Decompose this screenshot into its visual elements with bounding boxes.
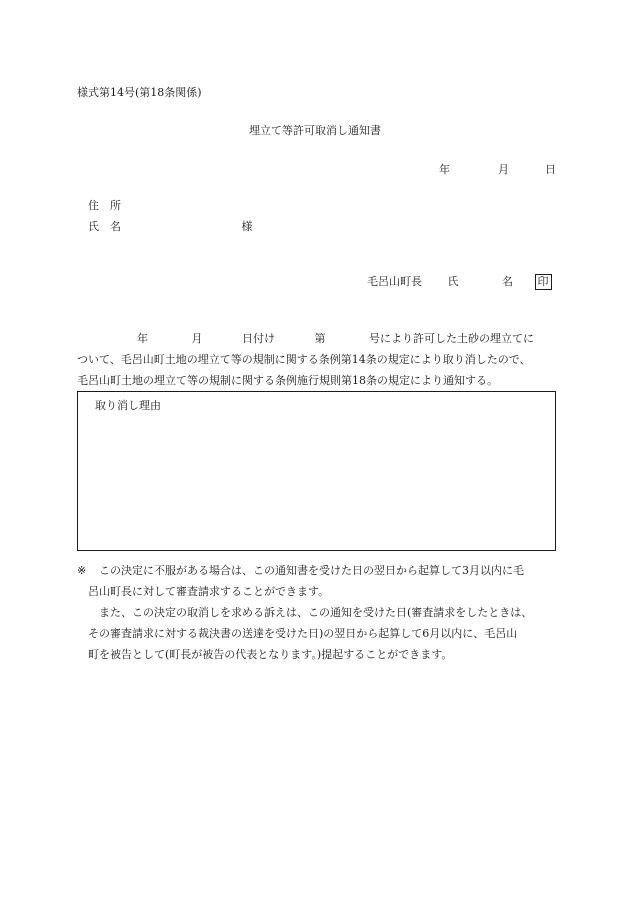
seal-mark: 印 <box>535 274 552 290</box>
notice-line-3: また、この決定の取消しを求める訴えは、この通知を受けた日(審査請求をしたときは、 <box>99 606 533 619</box>
date-day-label: 日 <box>545 163 556 176</box>
document-title: 埋立て等許可取消し通知書 <box>249 124 381 137</box>
date-month-label: 月 <box>498 163 509 176</box>
notice-line-5: 町を被告として(町長が被告の代表となります。)提起することができます。 <box>88 648 453 661</box>
issue-date <box>439 161 556 177</box>
issuer-office: 毛呂山町長 <box>367 275 422 288</box>
reason-label: 取り消し理由 <box>95 399 161 412</box>
body-line-1: 年 月 日付け 第 号により許可した土砂の埋立てに <box>137 332 534 345</box>
issuer-name-label: 氏 <box>447 275 459 288</box>
honorific: 様 <box>241 220 253 233</box>
issuer-name-label-2: 名 <box>502 275 513 288</box>
reason-box <box>77 391 556 551</box>
body-line-2: ついて、毛呂山町土地の埋立て等の規制に関する条例第14条の規定により取り消したので、 <box>77 353 531 366</box>
appeal-notice <box>77 560 559 665</box>
issuer-line <box>367 273 552 290</box>
name-row <box>88 218 253 234</box>
date-year-label: 年 <box>439 163 450 176</box>
notice-line-1: この決定に不服がある場合は、この通知書を受けた日の翌日から起算して3月以内に毛 <box>99 564 524 577</box>
notice-line-2: 呂山町長に対して審査請求することができます。 <box>88 585 330 598</box>
notice-line-4: その審査請求に対する裁決書の送達を受けた日)の翌日から起算して6月以内に、毛呂山 <box>88 627 518 640</box>
name-label: 氏 名 <box>88 220 121 233</box>
address-row <box>88 197 121 213</box>
form-number: 様式第14号(第18条関係) <box>77 86 202 99</box>
body-text <box>77 328 557 391</box>
address-label: 住 所 <box>88 199 121 212</box>
note-mark: ※ <box>77 564 87 577</box>
body-line-3: 毛呂山町土地の埋立て等の規制に関する条例施行規則第18条の規定により通知する。 <box>77 374 498 387</box>
